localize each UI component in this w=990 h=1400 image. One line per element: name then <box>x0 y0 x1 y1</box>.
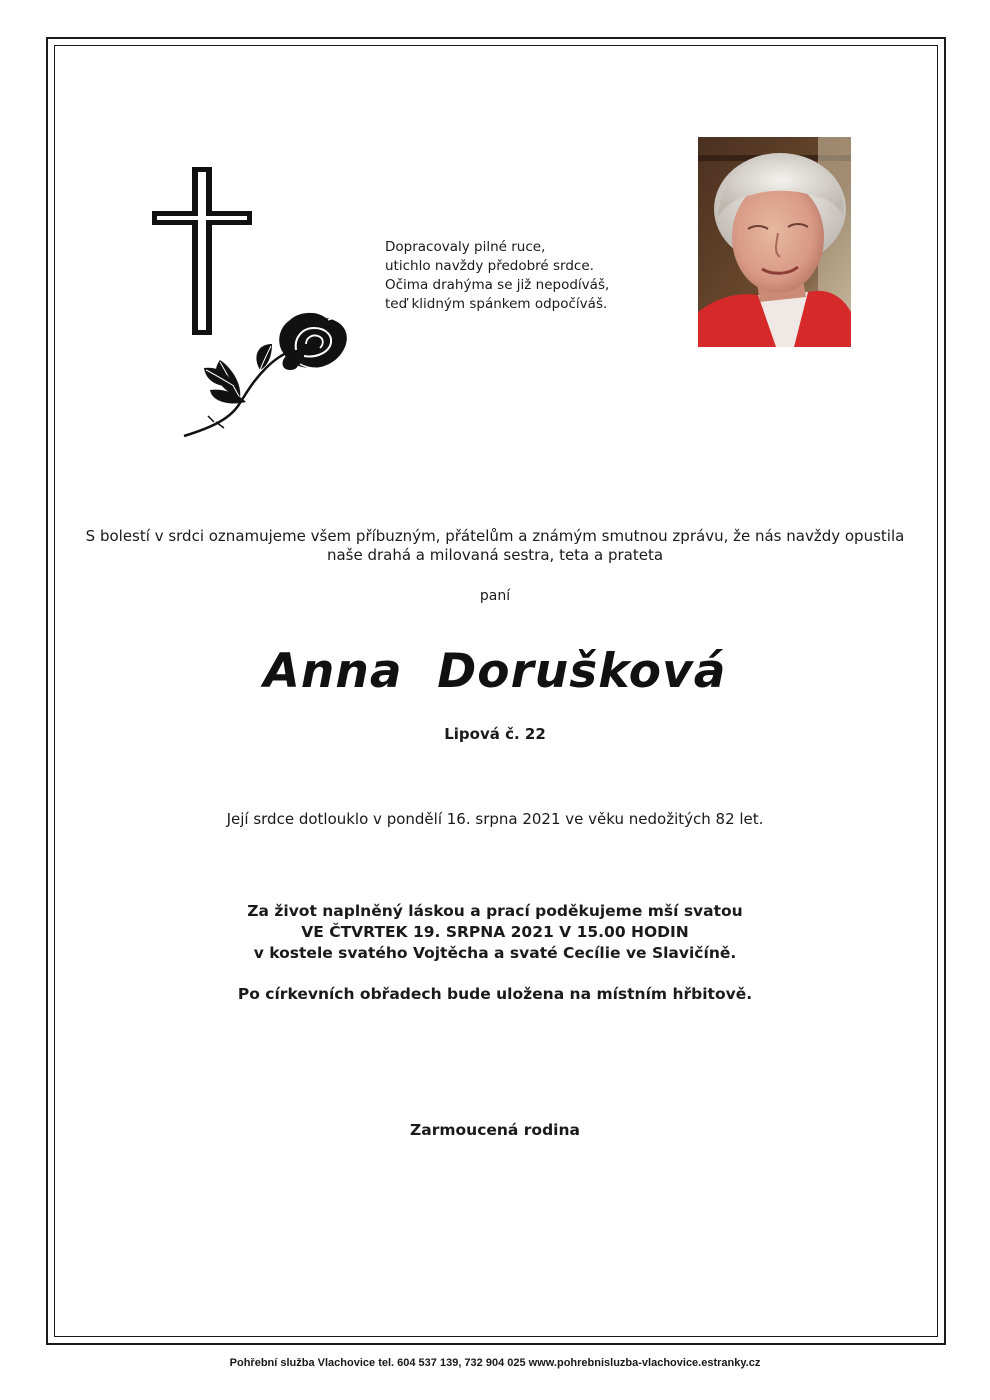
portrait-photo <box>698 137 851 347</box>
death-notice: Její srdce dotlouklo v pondělí 16. srpna 2021 ve věku nedožitých 82 let. <box>226 810 764 828</box>
announcement-line-2: naše drahá a milovaná sestra, teta a prateta <box>326 546 664 564</box>
announcement <box>80 527 910 565</box>
funeral-line-3: v kostele svatého Vojtěcha a svaté Cecílie ve Slavičíně. <box>253 944 737 962</box>
signature: Zarmoucená rodina <box>410 1121 580 1139</box>
poem-line: Dopracovaly pilné ruce, <box>385 239 546 255</box>
funeral-line-2: VE ČTVRTEK 19. SRPNA 2021 V 15.00 HODIN <box>301 923 689 941</box>
rose-icon <box>180 310 360 442</box>
footer-contact: Pohřební služba Vlachovice tel. 604 537 139, 732 904 025 www.pohrebnisluzba-vlachovice.estranky.cz <box>229 1357 761 1369</box>
deceased-address: Lipová č. 22 <box>444 725 546 743</box>
poem-line: teď klidným spánkem odpočíváš. <box>385 296 608 312</box>
funeral-details <box>0 901 990 964</box>
poem-line: utichlo navždy předobré srdce. <box>385 258 594 274</box>
salutation: paní <box>479 588 511 604</box>
burial-notice: Po církevních obřadech bude uložena na místním hřbitově. <box>237 985 753 1003</box>
poem <box>385 238 665 314</box>
funeral-line-1: Za život naplněný láskou a prací poděkujeme mší svatou <box>247 902 743 920</box>
poem-line: Očima drahýma se již nepodíváš, <box>385 277 610 293</box>
deceased-name: Anna Dorušková <box>263 644 727 699</box>
announcement-line-1: S bolestí v srdci oznamujeme všem příbuzným, přátelům a známým smutnou zprávu, že nás navždy opustila <box>85 527 905 545</box>
